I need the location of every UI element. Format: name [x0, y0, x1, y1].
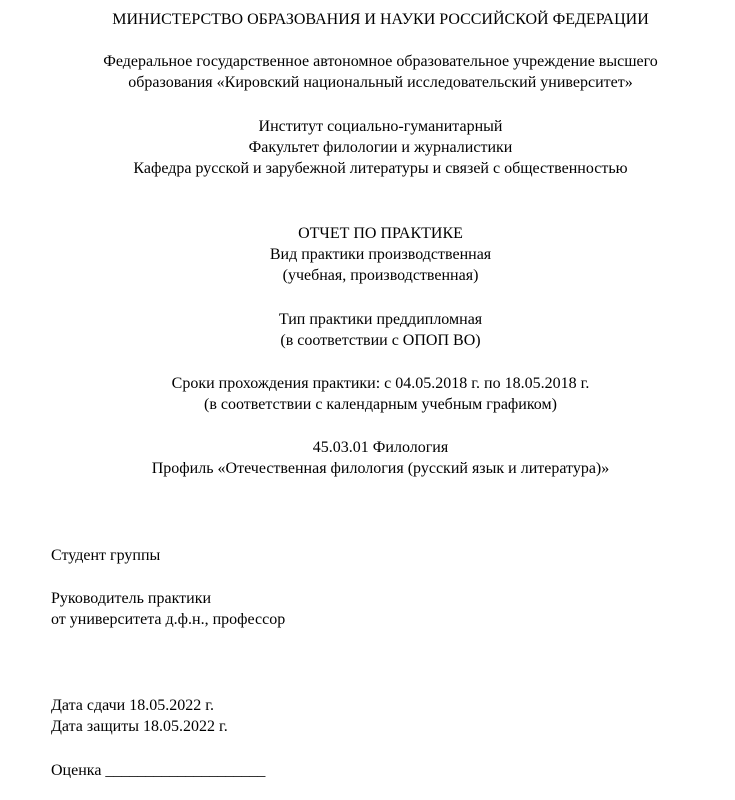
grade-field: Оценка ____________________: [51, 762, 266, 779]
faculty-name: Факультет филологии и журналистики: [248, 139, 513, 156]
institute-name: Институт социально-гуманитарный: [258, 118, 503, 135]
practice-type-hint: (в соответствии с ОПОП ВО): [280, 332, 481, 349]
supervisor-label-line1: Руководитель практики: [51, 590, 212, 607]
chair-name: Кафедра русской и зарубежной литературы и связей с общественностью: [133, 160, 628, 177]
practice-dates: Сроки прохождения практики: с 04.05.2018 г. по 18.05.2018 г.: [171, 375, 590, 392]
student-group-label: Студент группы: [51, 547, 161, 564]
supervisor-label-line2: от университета д.ф.н., профессор: [51, 611, 286, 628]
program-profile: Профиль «Отечественная филология (русский язык и литература)»: [151, 460, 610, 477]
practice-kind-hint: (учебная, производственная): [282, 267, 479, 284]
ministry-heading: МИНИСТЕРСТВО ОБРАЗОВАНИЯ И НАУКИ РОССИЙСКОЙ ФЕДЕРАЦИИ: [112, 11, 649, 28]
submission-date: Дата сдачи 18.05.2022 г.: [51, 697, 214, 714]
institution-name-line1: Федеральное государственное автономное образовательное учреждение высшего: [103, 53, 658, 70]
practice-dates-hint: (в соответствии с календарным учебным графиком): [204, 396, 557, 413]
practice-kind: Вид практики производственная: [269, 246, 492, 263]
report-title: ОТЧЕТ ПО ПРАКТИКЕ: [298, 225, 463, 242]
practice-type: Тип практики преддипломная: [278, 311, 483, 328]
program-code: 45.03.01 Филология: [312, 439, 449, 456]
institution-name-line2: образования «Кировский национальный исследовательский университет»: [128, 74, 633, 91]
defense-date: Дата защиты 18.05.2022 г.: [51, 718, 228, 735]
